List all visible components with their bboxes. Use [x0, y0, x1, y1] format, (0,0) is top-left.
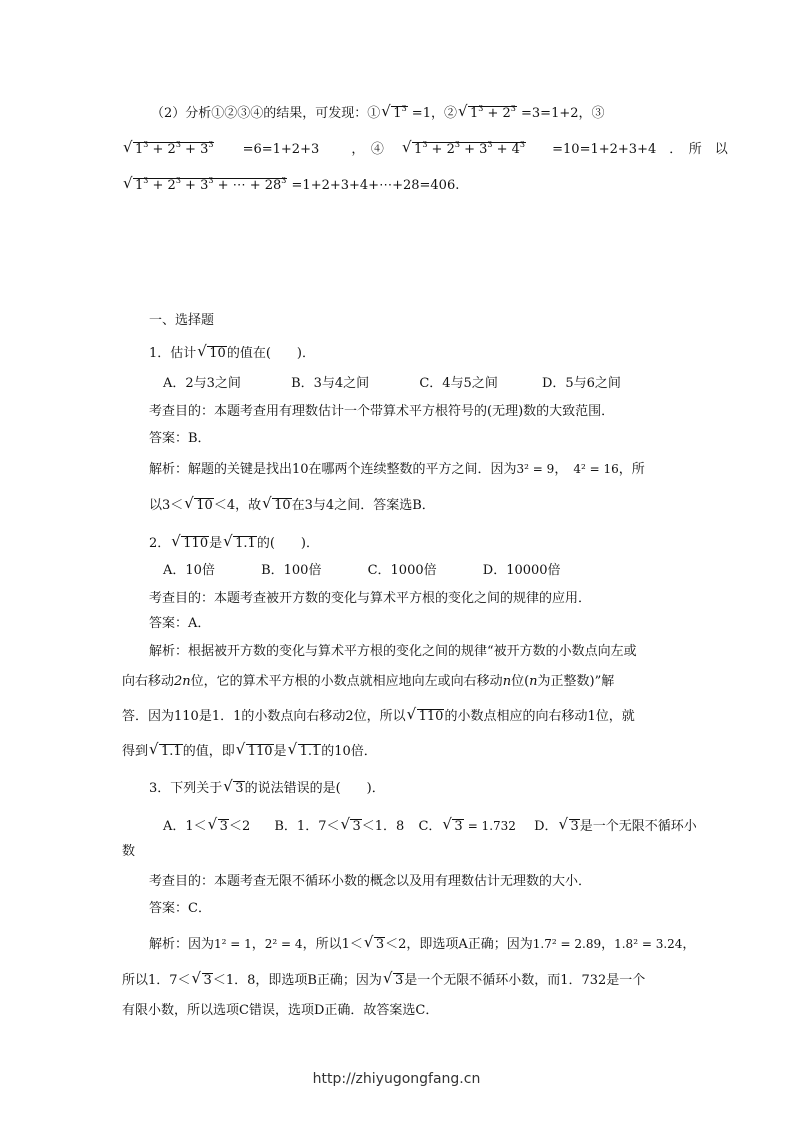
q3-purpose: 考查目的：本题考查无限不循环小数的概念以及用有理数估计无理数的大小．: [149, 874, 592, 889]
q3-option-d: D．√ 3是一个无限不循环小: [534, 819, 697, 834]
q1-option-b: B．3与4之间: [291, 376, 370, 391]
sqrt-10: √ 10: [272, 498, 292, 513]
sqrt-110: √ 110: [417, 709, 445, 724]
part2-text: =1+2+3+4+⋯+28=406.: [291, 178, 460, 193]
sqrt-term-2: √ $1^3 + 2^3$: [468, 106, 517, 121]
q1-analysis-1: 解析：解题的关键是找出10在哪两个连续整数的平方之间．因为3² = 9， 4² = 16，所: [149, 462, 645, 477]
section-title: 一、选择题: [149, 313, 215, 328]
q2-option-c: C．1000倍: [367, 563, 437, 578]
q2-analysis-2: 向右移动2n位，它的算术平方根的小数点就相应地向左或向右移动n位(n为正整数)”解: [122, 674, 615, 689]
part2-line1: [151, 105, 605, 123]
q1-options: [163, 375, 621, 393]
q1-option-d: D．5与6之间: [541, 376, 621, 391]
eq-3sq: 3² = 9: [516, 462, 555, 476]
q3-option-b: B．1．7＜√ 3＜1．8: [274, 819, 404, 834]
q1-purpose: 考查目的：本题考查用有理数估计一个带算术平方根符号的(无理)数的大致范围．: [149, 404, 615, 419]
sqrt-1.1: √ 1.1: [233, 536, 257, 551]
sqrt-1.1: √ 1.1: [298, 744, 322, 759]
sqrt-term-1: √ $1^3$: [391, 106, 407, 121]
footer-url[interactable]: http://zhiyugongfang.cn: [312, 1071, 481, 1087]
q3-option-c: C．√ 3 = 1.732: [418, 819, 515, 834]
q3-option-wrap: 数: [122, 844, 136, 859]
q2-answer: 答案：A．: [149, 616, 211, 631]
q3-analysis-1: 解析：因为1² = 1，2² = 4，所以1＜√ 3＜2，即选项A正确；因为1.7² = 2.89，1.8² = 3.24，: [149, 935, 695, 954]
q2-options: [163, 562, 561, 580]
part2-text: ， ④: [351, 142, 384, 157]
sqrt-term-5: √ $1^3 + 2^3 + 3^3$ + ⋯ + $28^3$: [133, 178, 287, 193]
q3-options: [163, 817, 697, 836]
sqrt-1.1: √ 1.1: [159, 744, 183, 759]
q3-answer: 答案：C．: [149, 901, 211, 916]
q1-option-a: A．2与3之间: [163, 376, 241, 391]
sqrt-110: √ 110: [246, 744, 274, 759]
sqrt-110: √ 110: [181, 536, 209, 551]
part2-text: （2）分析①②③④的结果，可发现：①: [151, 106, 381, 121]
q3-stem: 3．下列关于√ 3的说法错误的是( )．: [149, 780, 385, 798]
part2-text: =1，②: [411, 106, 457, 121]
part2-text: =6=1+2+3: [242, 142, 320, 157]
q2-analysis-3: 答．因为110是1．1的小数点向右移动2位，所以√ 110的小数点相应的向右移动1位，就: [122, 708, 635, 726]
q1-analysis-2: 以3＜√ 10＜4，故√ 10在3与4之间．答案选B．: [149, 497, 435, 515]
q1-option-c: C．4与5之间: [419, 376, 498, 391]
sqrt-term-4: √ $1^3 + 2^3 + 3^3 + 4^3$: [412, 142, 526, 157]
part2-text: =10=1+2+3+4 ． 所 以: [552, 142, 728, 157]
q3-analysis-3: 有限小数，所以选项C错误，选项D正确．故答案选C．: [122, 1003, 439, 1018]
q2-option-b: B．100倍: [261, 563, 322, 578]
q2-analysis-1: 解析：根据被开方数的变化与算术平方根的变化之间的规律“被开方数的小数点向左或: [149, 644, 637, 659]
q3-analysis-2: 所以1．7＜√ 3＜1．8，即选项B正确；因为√ 3是一个无限不循环小数，而1．732是一个: [122, 972, 645, 990]
q2-analysis-4: 得到√ 1.1的值，即√ 110是√ 1.1的10倍．: [122, 743, 377, 761]
sqrt-term-3: √ $1^3 + 2^3 + 3^3$: [133, 142, 214, 157]
q2-option-d: D．10000倍: [482, 563, 561, 578]
sqrt-10: √ 10: [207, 346, 227, 361]
sqrt-3: √ 3: [233, 781, 244, 796]
q1-stem: 1．估计√ 10的值在( )．: [149, 345, 315, 363]
part2-line2: [122, 141, 728, 159]
q2-option-a: A．10倍: [163, 563, 215, 578]
q3-option-a: A．1＜√ 3＜2: [163, 819, 250, 834]
sqrt-10: √ 10: [194, 498, 214, 513]
q2-purpose: 考查目的：本题考查被开方数的变化与算术平方根的变化之间的规律的应用．: [149, 591, 592, 606]
part2-line3: [122, 177, 459, 195]
eq-4sq: 4² = 16: [573, 462, 619, 476]
q1-answer: 答案：B．: [149, 431, 211, 446]
part2-text: =3=1+2，③: [521, 106, 605, 121]
q2-stem: 2．√ 110是√ 1.1的( )．: [149, 535, 319, 553]
